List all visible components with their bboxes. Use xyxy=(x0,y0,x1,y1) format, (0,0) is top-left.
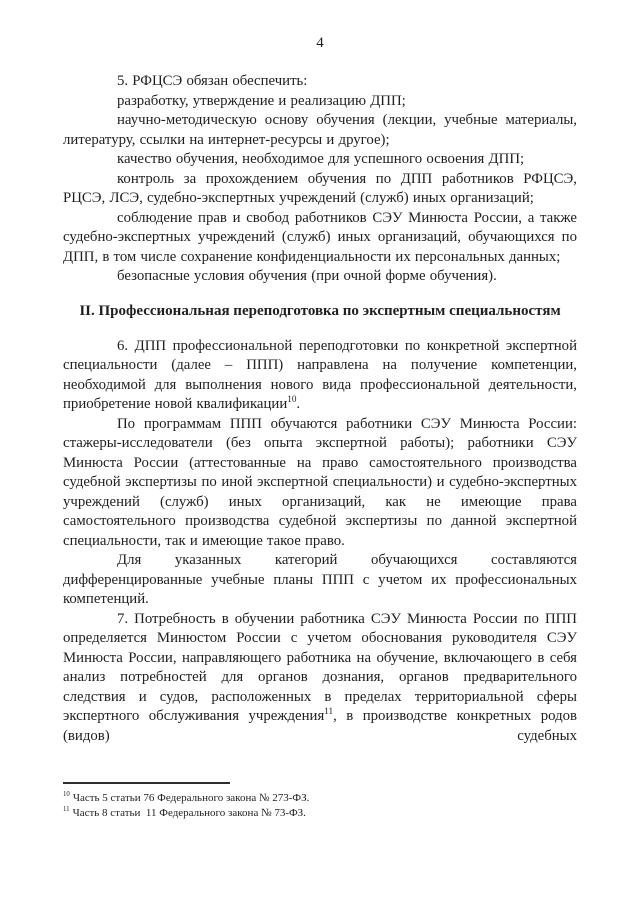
section-2-heading: II. Профессиональная переподготовка по экспертным специальностям xyxy=(79,302,561,319)
footnote-text: Часть 5 статьи 76 Федерального закона № 273-ФЗ. xyxy=(72,792,310,804)
clause-6-paragraph-2: По программам ППП обучаются работники СЭУ Минюста России: стажеры-исследователи (без опыта экспертной работы); работники СЭУ Минюста России (аттестованные на право самостоятельного производства судебной экспертизы по иной экспертной специальности) и судебно-экспертных учреждений (служб) иных организаций, как не имеющие права самостоятельного производства судебной экспертизы по данной экспертной специальности, так и имеющие такое право. xyxy=(63,415,577,549)
document-body xyxy=(63,72,577,746)
clause-5-item-paragraph: безопасные условия обучения (при очной форме обучения). xyxy=(117,268,497,284)
footnotes xyxy=(63,782,577,820)
clause-6-paragraph-3: Для указанных категорий обучающихся составляются дифференцированные учебные планы ППП с учетом их профессиональных компетенций. xyxy=(63,552,577,607)
clause-5-item-paragraph: разработку, утверждение и реализацию ДПП; xyxy=(117,92,406,109)
clause-7-text: 7. Потребность в обучении работника СЭУ Минюста России по ППП определяется Минюстом России с учетом обоснования руководителя СЭУ Минюста России, направляющего работника на обучение, включающего в себя анализ потребностей для органов дознания, органов предварительного следствия и судов, расположенных в пределах территориальной сферы экспертного обслуживания учреждения xyxy=(63,610,577,724)
clause-7-tail: , в производстве конкретных родов (видов) судебных xyxy=(63,708,577,744)
footnote-marker-10: 10 xyxy=(63,791,70,799)
clause-5-intro-paragraph: 5. РФЦСЭ обязан обеспечить: xyxy=(117,73,308,89)
footnote-ref-10: 10 xyxy=(287,394,297,405)
footnote-item xyxy=(63,806,577,821)
clause-5-item-paragraph: соблюдение прав и свобод работников СЭУ Минюста России, а также судебно-экспертных учреждений (служб) иных организаций, обучающихся по ДПП, в том числе сохранение конфиденциальности их персональных данных; xyxy=(63,209,577,265)
clause-6-tail: . xyxy=(296,396,301,412)
footnote-marker-11: 11 xyxy=(63,805,70,813)
clause-7-paragraph xyxy=(63,610,577,747)
clause-5-item-paragraph: научно-методическую основу обучения (лекции, учебные материалы, литературу, ссылки на интернет-ресурсы и другое); xyxy=(63,112,577,148)
footnote-ref-11: 11 xyxy=(324,706,334,717)
footnote-text: Часть 8 статьи 11 Федерального закона № 73-ФЗ. xyxy=(72,806,306,819)
footnote-item xyxy=(63,791,577,806)
footnote-separator xyxy=(63,782,230,784)
clause-5-item-paragraph: контроль за прохождением обучения по ДПП работников РФЦСЭ, РЦСЭ, ЛСЭ, судебно-экспертных учреждений (служб) иных организаций; xyxy=(63,170,577,206)
clause-6-paragraph xyxy=(63,337,577,415)
clause-5-item-paragraph: качество обучения, необходимое для успешного освоения ДПП; xyxy=(117,151,525,167)
page-number: 4 xyxy=(316,35,324,51)
clause-6-text: 6. ДПП профессиональной переподготовки по конкретной экспертной специальности (далее – ППП) направлена на получение компетенции, необходимой для выполнения нового вида профессиональной деятельности, приобретение новой квалификации xyxy=(63,337,577,412)
